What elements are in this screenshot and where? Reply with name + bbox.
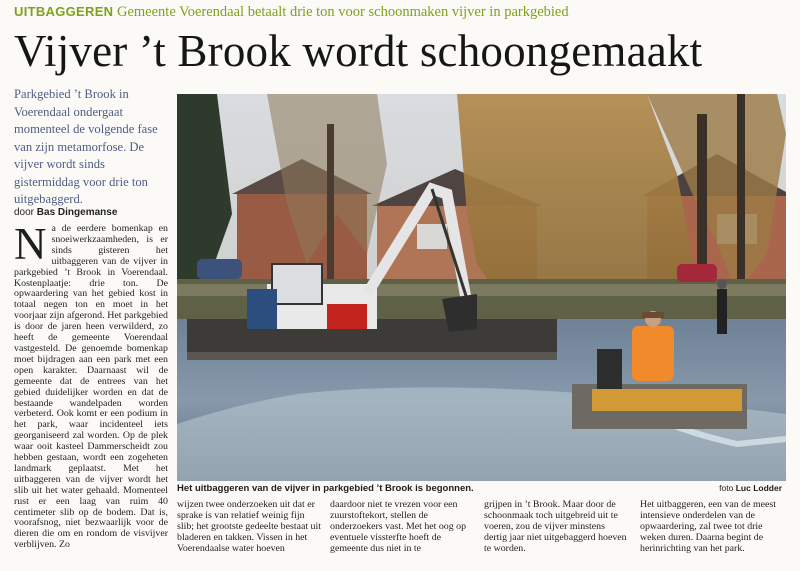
kicker-subtitle: Gemeente Voerendaal betaalt drie ton voor schoonmaken vijver in parkgebied — [116, 4, 569, 20]
credit-prefix: foto — [719, 483, 734, 493]
photo-credit — [719, 483, 782, 493]
body-column-4: grijpen in ’t Brook. Maar door de schoonmaak toch uitgebreid uit te voeren, zou de vijver minstens dertig jaar niet uitgebaggerd hoeven te worden. — [484, 500, 627, 554]
headline: Vijver ’t Brook wordt schoongemaakt — [14, 26, 703, 76]
body-column-1 — [14, 224, 168, 569]
drop-cap: N — [14, 224, 47, 269]
caption-text: Het uitbaggeren van de vijver in parkgebied ’t Brook is begonnen. — [177, 483, 474, 494]
body-column-3: daardoor niet te vrezen voor een zuurstoftekort, stellen de onderzoekers vast. Met het oog op eventuele vissterfte hoeft de gemeente dus niet in te — [330, 500, 467, 554]
body-column-2: wijzen twee onderzoeken uit dat er sprake is van relatief weinig fijn slib; het grootste gedeelte bestaat uit bladeren en takken. Vissen in het Voerendaalse water hoeven — [177, 500, 321, 554]
body-column-5: Het uitbaggeren, een van de meest intensieve onderdelen van de opwaardering, zal twee tot drie weken duren. Daarna begint de herinrichting van het park. — [640, 500, 776, 554]
byline-prefix: door — [14, 207, 35, 218]
kicker — [14, 4, 794, 21]
article-photo — [177, 94, 786, 481]
body-text-col1: a de eerdere bomenkap en snoeiwerkzaamheden, is er sinds gisteren het uitbaggeren van de vijver in parkgebied ’t Brook in Voerendaal. Kostenplaatje: drie ton. De opwaardering van het gebied kost in totaal negen ton en moet in het voorjaar zijn afgerond. Het parkgebied is door de jaren heen verwilderd, zo heeft de gemeente Voerendaal vastgesteld. De genoemde bomenkap moet bijdragen aan een park met een open karakter. Daarnaast wil de gemeente dat de entrees van het gebied duidelijker worden en dat de bestaande wandelpaden worden verbeterd. Ook komt er een podium in het park, waar incidenteel iets georganiseerd zal worden. Op de plek waar ooit kasteel Dammerscheidt zou hebben gestaan, wordt een zogeheten landmark geplaatst. Met het uitbaggeren van de vijver wordt het slib uit het water gehaald. Momenteel rust er een laag van ruim 40 centimeter slib op de bodem. Dat is, voorafsnog, niet bezwaarlijk voor de dieren die om en rondom de visvijver verblijven. Zo — [14, 224, 168, 551]
byline — [14, 207, 117, 218]
section-tag: UITBAGGEREN — [14, 4, 114, 19]
lead-paragraph: Parkgebied ’t Brook in Voerendaal ondergaat momenteel de volgende fase van zijn metamorfose. De vijver wordt sinds gistermiddag voor drie ton uitgebaggerd. — [14, 87, 158, 206]
credit-name: Luc Lodder — [735, 483, 782, 493]
photo-caption — [177, 483, 786, 494]
byline-author: Bas Dingemanse — [36, 207, 118, 218]
photo-illustration — [177, 94, 786, 481]
